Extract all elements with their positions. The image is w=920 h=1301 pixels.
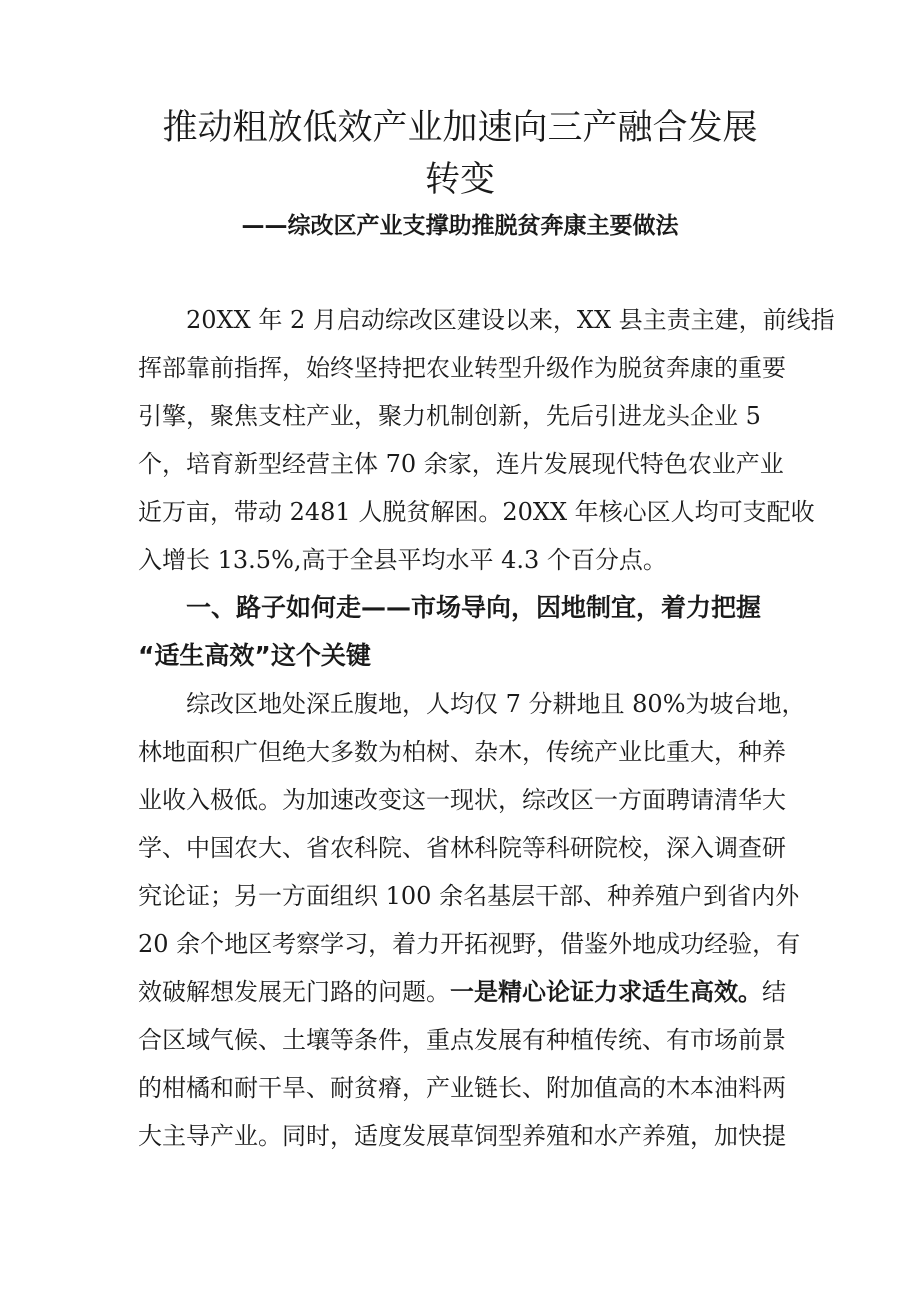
paragraph-line: 究论证；另一方面组织 100 余名基层干部、种养殖户到省内外 (138, 882, 800, 910)
paragraph-line: 近万亩，带动 2481 人脱贫解困。20XX 年核心区人均可支配收 (138, 498, 815, 526)
paragraph-line: 学、中国农大、省农科院、省林科院等科研院校，深入调查研 (138, 834, 786, 862)
paragraph-line: 20 余个地区考察学习，着力开拓视野，借鉴外地成功经验，有 (138, 930, 801, 958)
paragraph-line: 大主导产业。同时，适度发展草饲型养殖和水产养殖，加快提 (138, 1122, 786, 1150)
paragraph-line: 引擎，聚焦支柱产业，聚力机制创新，先后引进龙头企业 5 (138, 402, 761, 430)
paragraph-line: 的柑橘和耐干旱、耐贫瘠，产业链长、附加值高的木本油料两 (138, 1074, 786, 1102)
paragraph-line: 林地面积广但绝大多数为柏树、杂木，传统产业比重大，种养 (138, 738, 786, 766)
paragraph-line: 挥部靠前指挥，始终坚持把农业转型升级作为脱贫奔康的重要 (138, 354, 786, 382)
heading-line: 一、路子如何走——市场导向，因地制宜，着力把握 (186, 593, 762, 622)
paragraph-line: 入增长 13.5%,高于全县平均水平 4.3 个百分点。 (138, 546, 667, 574)
paragraph-line: 综改区地处深丘腹地，人均仅 7 分耕地且 80%为坡台地， (186, 690, 806, 718)
heading-line: “适生高效”这个关键 (138, 641, 371, 670)
line-text: 结 (762, 978, 786, 1006)
document-title-line-1: 推动粗放低效产业加速向三产融合发展 (162, 108, 758, 148)
paragraph-line-mixed (138, 968, 786, 1016)
section-heading-1 (138, 584, 778, 680)
paragraph-line: 业收入极低。为加速改变这一现状，综改区一方面聘请清华大 (138, 786, 786, 814)
paragraph-line: 合区域气候、土壤等条件，重点发展有种植传统、有市场前景 (138, 1026, 786, 1054)
paragraph-line: 20XX 年 2 月启动综改区建设以来，XX 县主责主建，前线指 (186, 306, 835, 334)
document-subtitle: ——综改区产业支撑助推脱贫奔康主要做法 (241, 213, 679, 239)
document-title-line-2: 转变 (424, 160, 495, 200)
line-text: 效破解想发展无门路的问题。 (138, 978, 450, 1006)
intro-paragraph (138, 296, 835, 584)
paragraph-line: 个，培育新型经营主体 70 余家，连片发展现代特色农业产业 (138, 450, 784, 478)
section-1-paragraph (138, 680, 806, 1160)
bold-point-one: 一是精心论证力求适生高效。 (450, 978, 762, 1006)
